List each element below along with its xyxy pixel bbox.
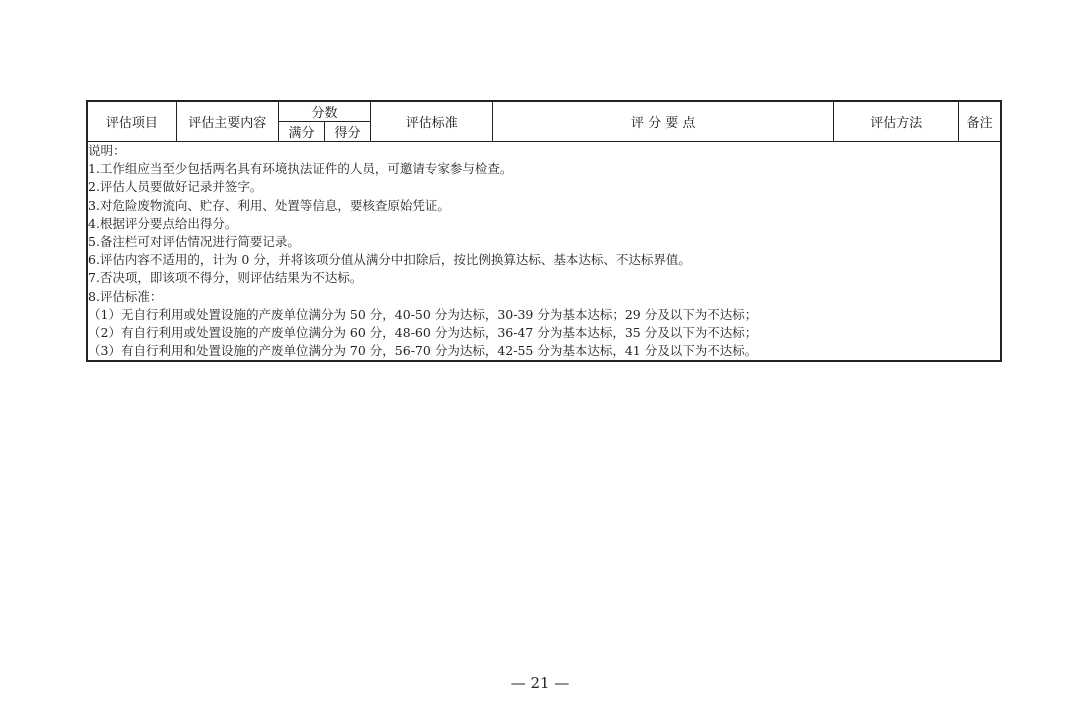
header-scoring-points: 评 分 要 点 <box>493 101 834 142</box>
note-line: 6.评估内容不适用的，计为 0 分，并将该项分值从满分中扣除后，按比例换算达标、基本达标、不达标界值。 <box>88 252 691 268</box>
note-line: 3.对危险废物流向、贮存、利用、处置等信息，要核查原始凭证。 <box>88 197 450 213</box>
note-line: 4.根据评分要点给出得分。 <box>88 215 238 231</box>
evaluation-table <box>86 100 1002 362</box>
notes-row <box>87 142 1001 362</box>
standard-line: （3）有自行利用和处置设施的产废单位满分为 70 分，56-70 分为达标，42-55 分为基本达标，41 分及以下为不达标。 <box>88 343 758 359</box>
header-method: 评估方法 <box>834 101 959 142</box>
header-full-score: 满分 <box>278 122 324 142</box>
table-header-row <box>87 101 1001 122</box>
header-score: 分数 <box>278 101 370 122</box>
header-earned-score: 得分 <box>325 122 371 142</box>
page-number: — 21 — <box>510 674 570 692</box>
header-item: 评估项目 <box>87 101 176 142</box>
note-line: 2.评估人员要做好记录并签字。 <box>88 179 263 195</box>
header-standard: 评估标准 <box>371 101 493 142</box>
notes-cell <box>87 142 1001 362</box>
header-content: 评估主要内容 <box>176 101 278 142</box>
note-line: 5.备注栏可对评估情况进行简要记录。 <box>88 234 300 250</box>
note-line: 8.评估标准： <box>88 288 163 304</box>
note-line: 1.工作组应当至少包括两名具有环境执法证件的人员，可邀请专家参与检查。 <box>88 161 513 177</box>
note-line: 7.否决项，即该项不得分，则评估结果为不达标。 <box>88 270 363 286</box>
notes-heading: 说明： <box>88 143 126 158</box>
standard-line: （1）无自行利用或处置设施的产废单位满分为 50 分，40-50 分为达标，30-39 分为基本达标；29 分及以下为不达标； <box>88 306 758 322</box>
standard-line: （2）有自行利用或处置设施的产废单位满分为 60 分，48-60 分为达标，36-47 分为基本达标，35 分及以下为不达标； <box>88 325 758 341</box>
header-remarks: 备注 <box>959 101 1001 142</box>
